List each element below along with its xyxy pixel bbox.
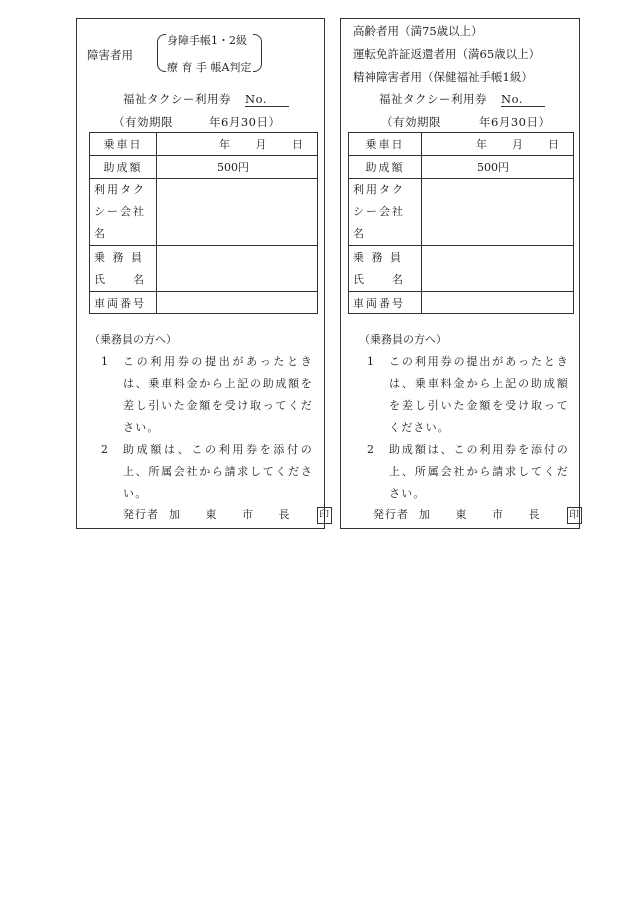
taxi-company-field[interactable]	[157, 179, 318, 246]
seal-stamp: 印	[317, 507, 332, 524]
row-label: 助成額	[349, 156, 422, 179]
ticket-title-row	[379, 91, 545, 107]
validity-date: 年6月30日）	[209, 115, 281, 129]
ticket-number: No.	[245, 92, 289, 107]
table-row	[90, 246, 318, 292]
date-year: 年	[219, 138, 230, 151]
issuer-label: 発行者	[373, 508, 409, 521]
notes-heading: （乗務員の方へ）	[359, 333, 447, 346]
ticket-table	[89, 132, 318, 314]
subsidy-amount: 500円	[422, 156, 574, 179]
table-row	[90, 292, 318, 314]
ticket-number: No.	[501, 92, 545, 107]
table-row	[349, 292, 574, 314]
date-month: 月	[512, 138, 523, 151]
driver-notes	[359, 329, 569, 505]
ticket-title-row	[123, 91, 289, 107]
row-label: 助成額	[90, 156, 157, 179]
brace-item-2: 療 育 手 帳A判定	[167, 61, 252, 74]
table-row	[90, 179, 318, 246]
subsidy-amount: 500円	[157, 156, 318, 179]
row-label: 車両番号	[90, 292, 157, 314]
note-item: 1 この利用券の提出があったときは、乗車料金から上記の助成額を差し引いた金額を受け取ってください。	[367, 355, 569, 434]
vehicle-number-field[interactable]	[422, 292, 574, 314]
welfare-taxi-ticket-elderly	[340, 18, 580, 529]
table-row	[90, 133, 318, 156]
ticket-table	[348, 132, 574, 314]
table-row	[349, 246, 574, 292]
right-brace	[253, 34, 262, 72]
row-label: 乗 務 員 氏 名	[349, 246, 422, 292]
row-label: 乗 務 員 氏 名	[90, 246, 157, 292]
ride-date-field[interactable]	[157, 133, 318, 156]
ticket-title: 福祉タクシー利用券	[379, 92, 487, 106]
date-day: 日	[548, 138, 559, 151]
table-row	[349, 156, 574, 179]
date-month: 月	[255, 138, 267, 151]
ride-date-field[interactable]	[422, 133, 574, 156]
validity-row	[113, 114, 280, 130]
issuer-name: 加 東 市 長	[419, 508, 551, 521]
taxi-company-field[interactable]	[422, 179, 574, 246]
vehicle-number-field[interactable]	[157, 292, 318, 314]
welfare-taxi-ticket-disability	[76, 18, 329, 529]
note-item: 1 この利用券の提出があったときは、乗車料金から上記の助成額を差し引いた金額を受け取ってください。	[101, 355, 313, 434]
driver-notes	[89, 329, 313, 505]
issuer-label: 発行者	[123, 508, 159, 521]
validity-label: （有効期限	[381, 115, 441, 129]
issuer-name: 加 東 市 長	[169, 508, 301, 521]
category-license-return: 運転免許証返還者用（満65歳以上）	[353, 47, 541, 61]
category-label: 障害者用	[87, 48, 133, 62]
brace-item-1: 身障手帳1・2級	[167, 34, 247, 47]
table-row	[90, 156, 318, 179]
table-row	[349, 179, 574, 246]
left-brace	[157, 34, 166, 72]
validity-date: 年6月30日）	[479, 115, 551, 129]
driver-name-field[interactable]	[157, 246, 318, 292]
driver-name-field[interactable]	[422, 246, 574, 292]
row-label: 利用タク シー会社 名	[90, 179, 157, 246]
table-row	[349, 133, 574, 156]
date-year: 年	[476, 138, 487, 151]
row-label: 車両番号	[349, 292, 422, 314]
category-mental: 精神障害者用（保健福祉手帳1級）	[353, 70, 533, 84]
date-day: 日	[292, 138, 303, 151]
issuer-line	[123, 506, 332, 524]
notes-heading: （乗務員の方へ）	[89, 333, 177, 346]
validity-label: （有効期限	[113, 115, 173, 129]
validity-row	[381, 114, 550, 130]
row-label: 利用タク シー会社 名	[349, 179, 422, 246]
category-elderly: 高齢者用（満75歳以上）	[353, 24, 483, 38]
row-label: 乗車日	[349, 133, 422, 156]
ticket-title: 福祉タクシー利用券	[123, 92, 231, 106]
row-label: 乗車日	[90, 133, 157, 156]
note-item: 2 助成額は、この利用券を添付の上、所属会社から請求してください。	[101, 443, 313, 500]
note-item: 2 助成額は、この利用券を添付の上、所属会社から請求してください。	[367, 443, 569, 500]
seal-stamp: 印	[567, 507, 582, 524]
issuer-line	[373, 506, 582, 524]
